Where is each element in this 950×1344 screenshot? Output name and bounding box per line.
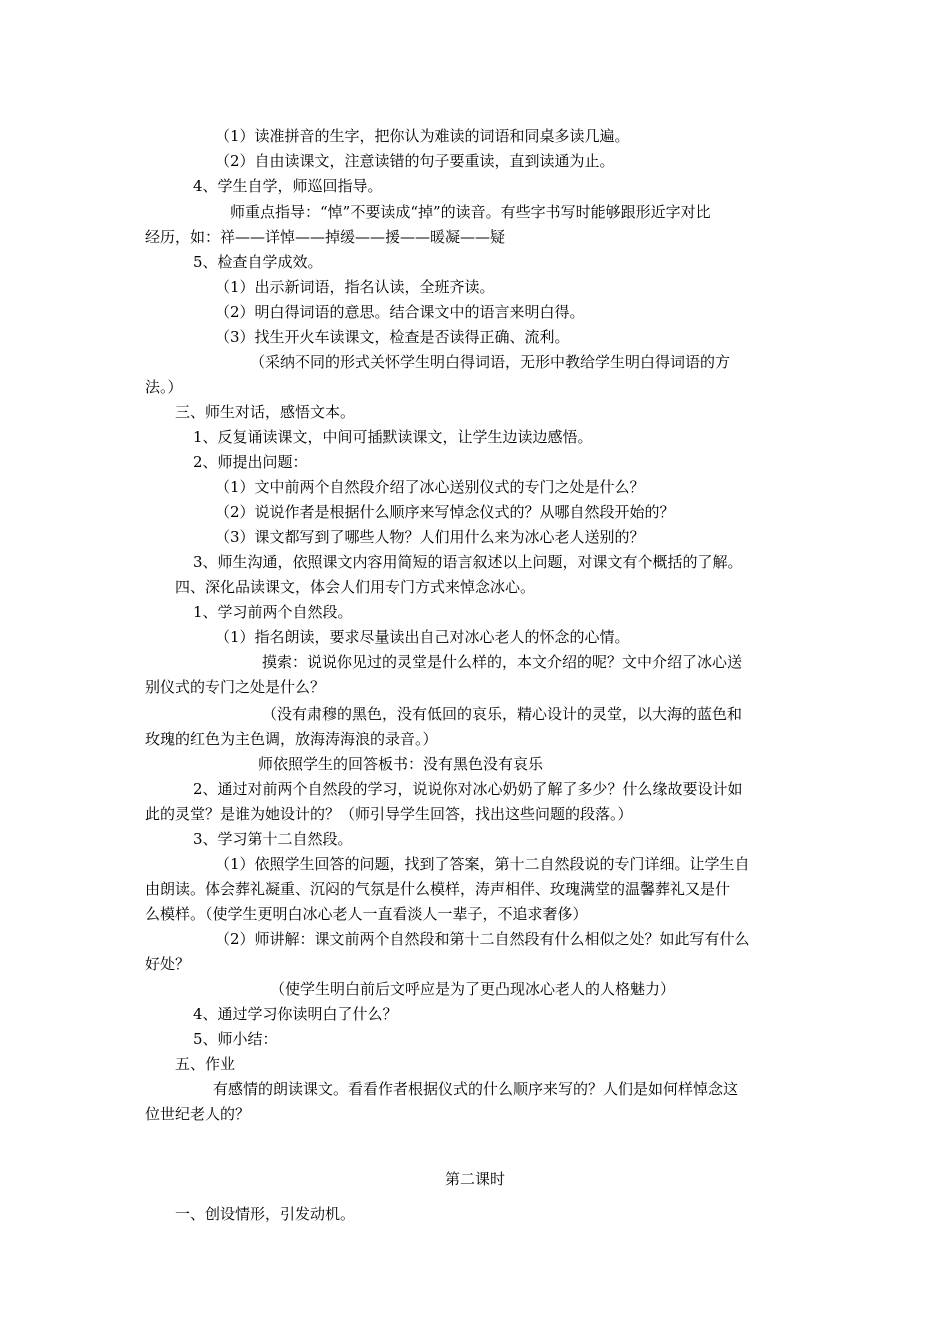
section-heading: 五、作业 <box>175 1055 236 1073</box>
text-line: 5、检查自学成效。 <box>193 253 323 271</box>
text-line: （3）找生开火车读课文，检查是否读得正确、流利。 <box>215 328 570 346</box>
text-line: 由朗读。体会葬礼凝重、沉闷的气氛是什么模样，涛声相伴、玫瑰满堂的温馨葬礼又是什 <box>145 880 731 898</box>
text-line: 4、通过学习你读明白了什么？ <box>193 1005 398 1023</box>
text-line: 1、学习前两个自然段。 <box>193 603 353 621</box>
text-line: 5、师小结： <box>193 1030 278 1048</box>
text-line: 别仪式的专门之处是什么？ <box>145 678 326 696</box>
text-line: 3、师生沟通，依照课文内容用简短的语言叙述以上问题，对课文有个概括的了解。 <box>193 553 743 571</box>
text-line: 位世纪老人的？ <box>145 1105 251 1123</box>
text-line: 有感情的朗读课文。看看作者根据仪式的什么顺序来写的？人们是如何样悼念这 <box>213 1080 739 1098</box>
section-heading: 三、师生对话，感悟文本。 <box>175 403 356 421</box>
text-line: （1）文中前两个自然段介绍了冰心送别仪式的专门之处是什么？ <box>215 478 645 496</box>
text-line: （1）依照学生回答的问题，找到了答案，第十二自然段说的专门详细。让学生自 <box>215 855 750 873</box>
text-line: （3）课文都写到了哪些人物？人们用什么来为冰心老人送别的？ <box>215 528 645 546</box>
section-heading: 四、深化品读课文，体会人们用专门方式来悼念冰心。 <box>175 578 536 596</box>
text-line: （采纳不同的形式关怀学生明白得词语，无形中教给学生明白得词语的方 <box>250 353 731 371</box>
text-line: 2、通过对前两个自然段的学习，说说你对冰心奶奶了解了多少？什么缘故要设计如 <box>193 780 743 798</box>
text-line: （2）师讲解：课文前两个自然段和第十二自然段有什么相似之处？如此写有什么 <box>215 930 750 948</box>
text-line: （2）明白得词语的意思。结合课文中的语言来明白得。 <box>215 303 585 321</box>
text-line: （1）指名朗读，要求尽量读出自己对冰心老人的怀念的心情。 <box>215 628 630 646</box>
text-line: （没有肃穆的黑色，没有低回的哀乐，精心设计的灵堂，以大海的蓝色和 <box>262 705 743 723</box>
text-line: （2）自由读课文，注意读错的句子要重读，直到读通为止。 <box>215 152 615 170</box>
text-line: （2）说说作者是根据什么顺序来写悼念仪式的？从哪自然段开始的？ <box>215 503 675 521</box>
text-line: 玫瑰的红色为主色调，放海涛海浪的录音。） <box>145 730 438 748</box>
text-line: 么模样。（使学生更明白冰心老人一直看淡人一辈子，不追求奢侈） <box>145 905 588 923</box>
text-line: 师重点指导：“悼”不要读成“掉”的读音。有些字书写时能够跟形近字对比 <box>230 203 711 221</box>
text-line: （1）读准拼音的生字，把你认为难读的词语和同桌多读几遍。 <box>215 127 630 145</box>
lesson-title: 第二课时 <box>444 1170 505 1188</box>
text-line: 此的灵堂？是谁为她设计的？（师引导学生回答，找出这些问题的段落。） <box>145 805 633 823</box>
text-line: 摸索：说说你见过的灵堂是什么样的，本文介绍的呢？文中介绍了冰心送 <box>262 653 743 671</box>
text-line: 经历，如：祥——详悼——掉缓——援——暖凝——疑 <box>145 228 506 246</box>
section-heading: 一、创设情形，引发动机。 <box>175 1205 356 1223</box>
text-line: 好处？ <box>145 955 191 973</box>
text-line: 3、学习第十二自然段。 <box>193 830 353 848</box>
text-line: 师依照学生的回答板书：没有黑色没有哀乐 <box>258 755 544 773</box>
text-line: 2、师提出问题： <box>193 453 308 471</box>
text-line: 法。） <box>145 378 183 396</box>
text-line: （使学生明白前后文呼应是为了更凸现冰心老人的人格魅力） <box>270 980 676 998</box>
text-line: 1、反复诵读课文，中间可插默读课文，让学生边读边感悟。 <box>193 428 593 446</box>
text-line: （1）出示新词语，指名认读，全班齐读。 <box>215 278 495 296</box>
text-line: 4、学生自学，师巡回指导。 <box>193 177 383 195</box>
